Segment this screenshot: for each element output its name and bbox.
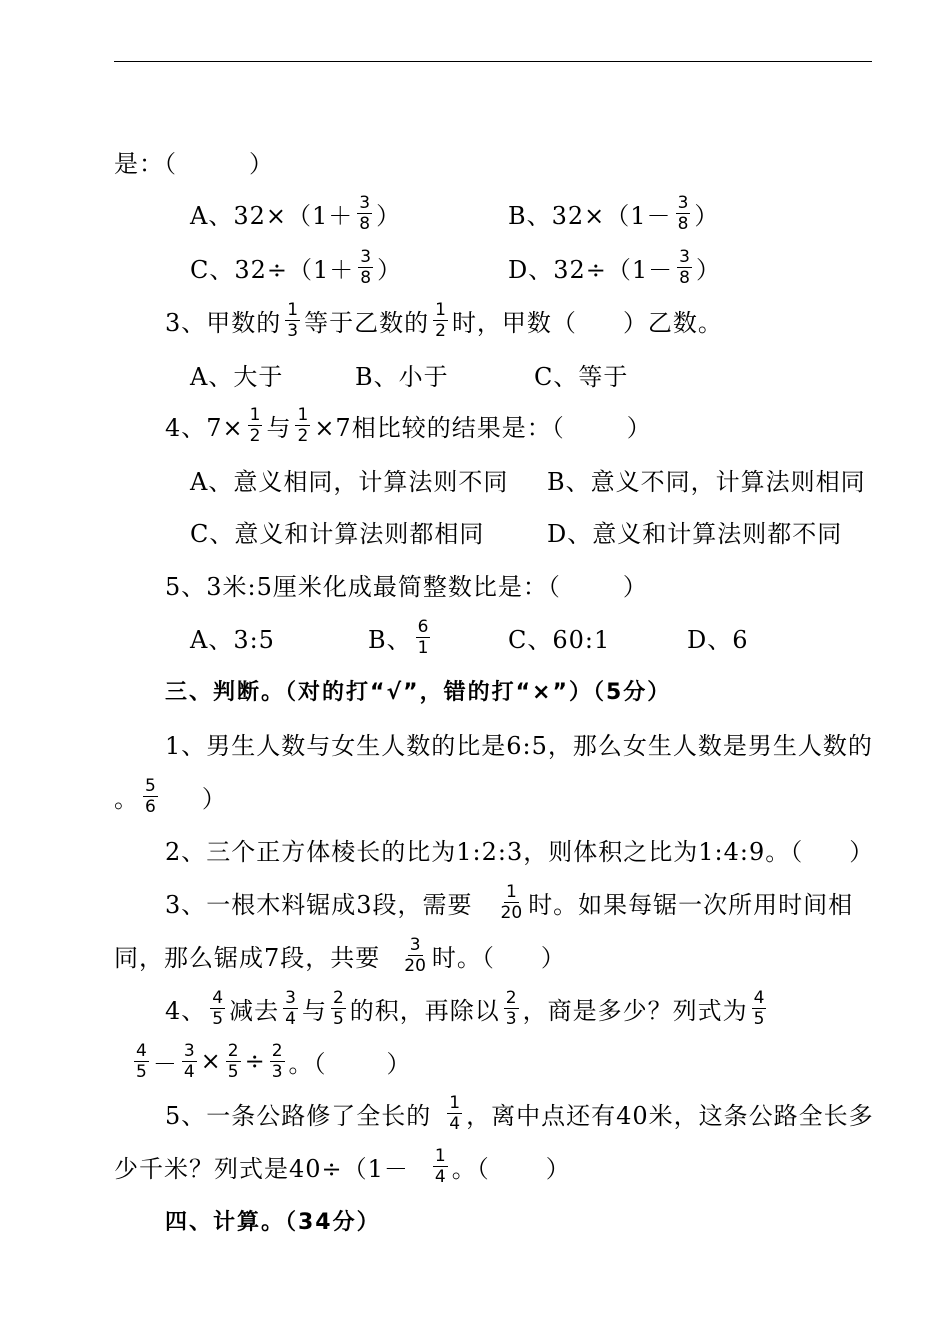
- fraction: $\frac{3}{4}$: [285, 987, 296, 1029]
- q3-option-c: C、等于: [534, 362, 629, 391]
- q5-option-c: C、60:1: [508, 625, 611, 654]
- q5-option-d: D、6: [687, 625, 749, 654]
- fraction: $\frac{3}{8}$: [360, 246, 372, 288]
- fraction: $\frac{2}{3}$: [505, 987, 517, 1029]
- q4-option-a: A、意义相同，计算法则不同: [190, 467, 509, 496]
- fraction: $\frac{3}{8}$: [679, 246, 690, 288]
- q4-option-d: D、意义和计算法则都不同: [547, 519, 843, 548]
- fraction: $\frac{5}{6}$: [145, 775, 156, 817]
- q2-option-c: C、32÷（1＋ $\frac{3}{8}$ ）: [190, 246, 403, 288]
- judge-3-line-1: 3、一根木料锯成3段，需要 $\frac{1}{20}$ 时。如果每锯一次所用时间相: [165, 881, 854, 923]
- q4-option-b: B、意义不同，计算法则相同: [547, 467, 866, 496]
- fraction: $\frac{1}{2}$: [249, 404, 261, 446]
- fraction: $\frac{3}{4}$: [183, 1040, 195, 1082]
- q5-option-b: B、 $\frac{6}{1}$: [368, 616, 429, 658]
- q2-option-b: B、32×（1－ $\frac{3}{8}$ ）: [508, 192, 720, 234]
- fraction: $\frac{1}{2}$: [435, 299, 446, 341]
- fraction: $\frac{4}{5}$: [212, 987, 224, 1029]
- question-5: 5、3米:5厘米化成最简整数比是：（ ）: [165, 572, 648, 601]
- section-3-heading: 三、判断。（对的打“√”，错的打“×”）（5分）: [165, 679, 672, 705]
- q4-option-c: C、意义和计算法则都相同: [190, 519, 485, 548]
- fraction: $\frac{2}{3}$: [271, 1040, 283, 1082]
- fraction: $\frac{3}{8}$: [677, 192, 689, 234]
- q2-continuation: [114, 139, 274, 183]
- fraction: $\frac{4}{5}$: [136, 1040, 147, 1082]
- fraction: $\frac{2}{5}$: [332, 987, 344, 1029]
- judge-5-line-2: 少千米？列式是40÷（1－ $\frac{1}{4}$ 。（ ）: [114, 1145, 571, 1187]
- q5-option-a: A、3:5: [190, 625, 275, 654]
- fraction: $\frac{6}{1}$: [417, 616, 429, 658]
- header-rule: [114, 61, 872, 62]
- fraction: $\frac{1}{2}$: [297, 404, 309, 446]
- fraction: $\frac{2}{5}$: [227, 1040, 239, 1082]
- q3-option-a: A、大于: [190, 362, 284, 391]
- fraction: $\frac{1}{3}$: [287, 299, 299, 341]
- q3-option-b: B、小于: [355, 362, 449, 391]
- judge-2: 2、三个正方体棱长的比为1:2:3，则体积之比为1:4:9。（ ）: [165, 837, 875, 866]
- fraction: $\frac{1}{4}$: [434, 1145, 446, 1187]
- judge-4-line-2: $\frac{4}{5}$ － $\frac{3}{4}$ × $\frac{2}{5}$ ÷ $\frac{2}{3}$ 。（ ）: [136, 1040, 412, 1082]
- judge-5-line-1: 5、一条公路修了全长的 $\frac{1}{4}$ ，离中点还有40米，这条公路全长多: [165, 1092, 874, 1134]
- fraction: $\frac{1}{4}$: [449, 1092, 461, 1134]
- section-4-heading: 四、计算。（34分）: [165, 1209, 381, 1235]
- fraction: $\frac{3}{8}$: [359, 192, 371, 234]
- question-4: 4、7× $\frac{1}{2}$ 与 $\frac{1}{2}$ ×7相比较的结果是：（ ）: [165, 404, 652, 446]
- fraction: $\frac{1}{20}$: [500, 881, 523, 923]
- question-3: 3、甲数的 $\frac{1}{3}$ 等于乙数的 $\frac{1}{2}$ 时，甲数（ ）乙数。: [165, 299, 723, 341]
- q2-option-d: D、32÷（1－ $\frac{3}{8}$ ）: [508, 246, 721, 288]
- judge-1-line-2: 。 $\frac{5}{6}$ ）: [114, 775, 227, 817]
- q2-close: ）: [249, 149, 274, 178]
- judge-1-line-1: 1、男生人数与女生人数的比是6:5，那么女生人数是男生人数的: [165, 731, 873, 760]
- judge-3-line-2: 同，那么锯成7段，共要 $\frac{3}{20}$ 时。（ ）: [114, 934, 566, 976]
- q2-option-a: A、32×（1＋ $\frac{3}{8}$ ）: [190, 192, 402, 234]
- fraction: $\frac{3}{20}$: [404, 934, 426, 976]
- judge-4-line-1: 4、 $\frac{4}{5}$ 减去 $\frac{3}{4}$ 与 $\frac{2}{5}$ 的积，再除以 $\frac{2}{3}$ ，商是多少？列式为 $\frac{4}{5}$: [165, 987, 765, 1029]
- fraction: $\frac{4}{5}$: [753, 987, 765, 1029]
- q2-lead: 是：（: [114, 149, 177, 178]
